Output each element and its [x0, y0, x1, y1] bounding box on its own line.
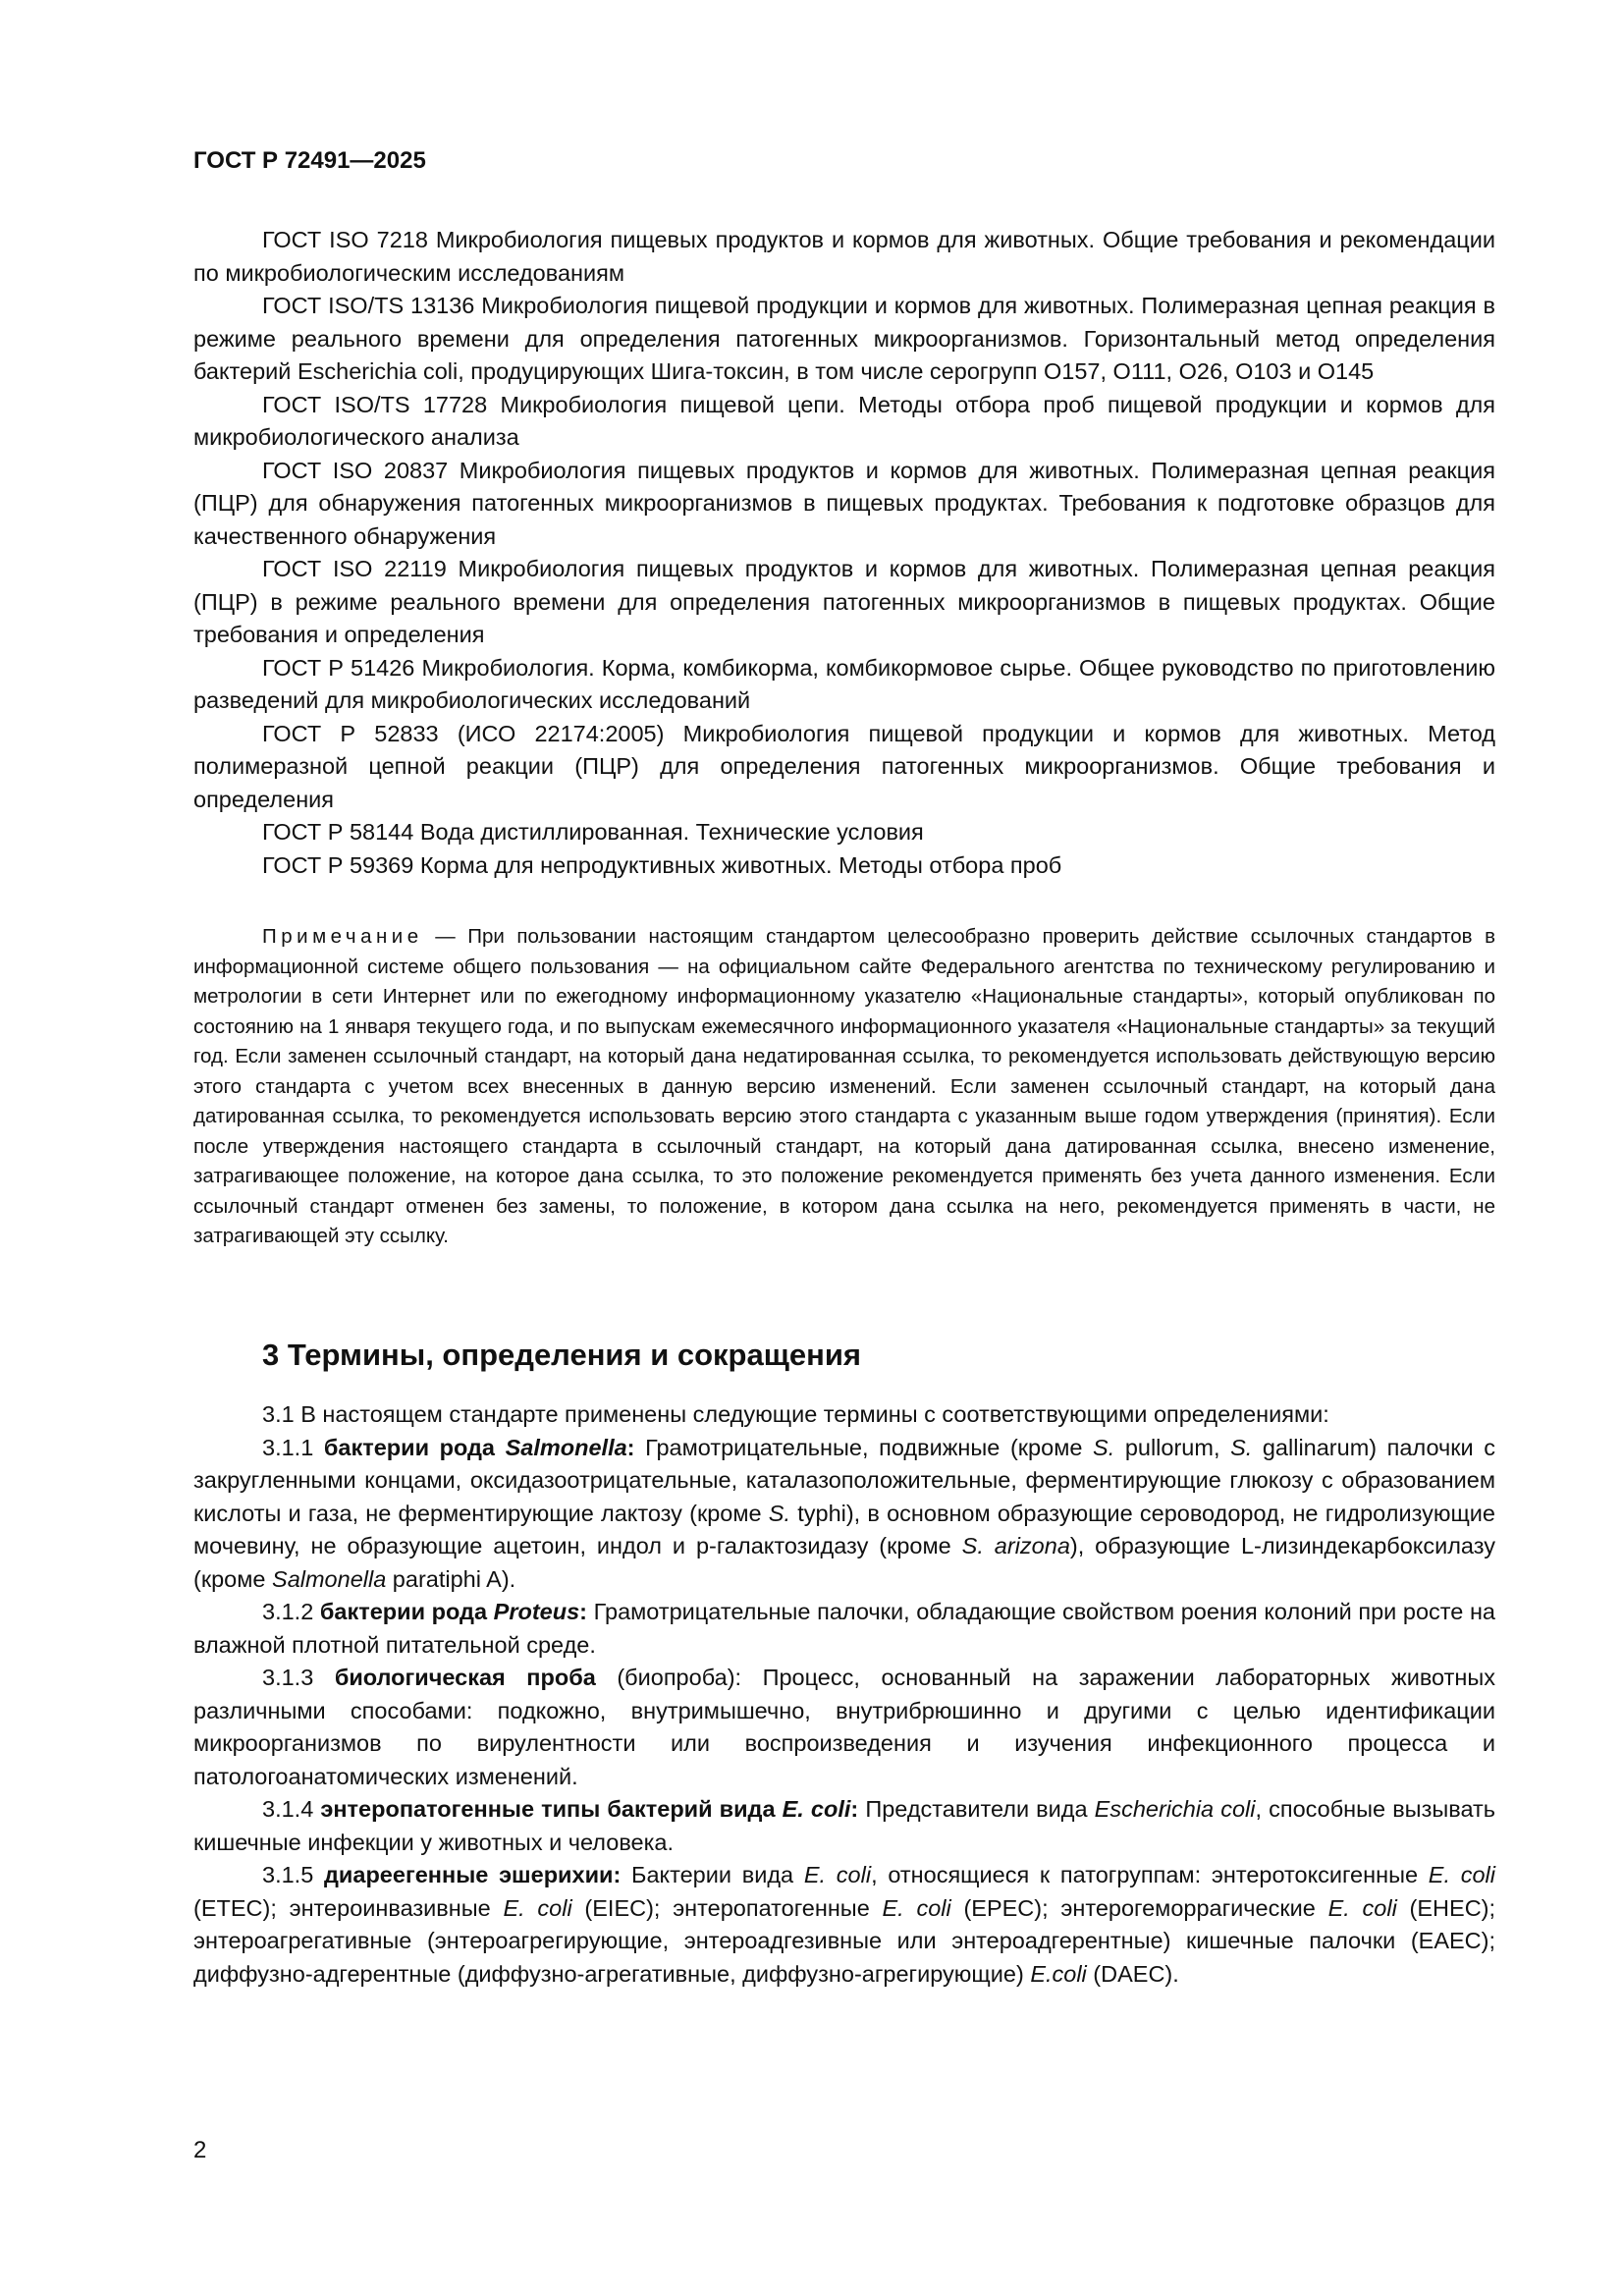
term-definition: (биопроба): Процесс, основанный на заражении лабораторных животных различными способами: подкожно, внутримышечно, внутрибрюшинно и другими с целью идентификации микроорганизмов по вирулентности или воспроизведения и изучения инфекционного процесса и патологоанатомических изменений.	[193, 1665, 1495, 1789]
note-block	[193, 922, 1495, 1252]
term-number: 3.1.2	[262, 1599, 320, 1624]
term-entry	[193, 1662, 1495, 1793]
note-paragraph	[193, 922, 1495, 1252]
term-name: бактерии рода Proteus:	[319, 1599, 587, 1624]
term-entry	[193, 1859, 1495, 1991]
reference-item: ГОСТ Р 58144 Вода дистиллированная. Технические условия	[262, 819, 924, 845]
document-header: ГОСТ Р 72491—2025	[193, 147, 426, 174]
term-entry	[193, 1432, 1495, 1597]
term-number: 3.1.3	[262, 1665, 335, 1690]
term-number: 3.1.4	[262, 1796, 321, 1822]
page-number: 2	[193, 2137, 207, 2163]
term-name: диареегенные эшерихии:	[324, 1862, 622, 1887]
reference-item: ГОСТ Р 59369 Корма для непродуктивных животных. Методы отбора проб	[262, 851, 1062, 878]
note-text: — При пользовании настоящим стандартом целесообразно проверить действие ссылочных стандартов в информационной системе общего пользования — на официальном сайте Федерального агентства по техническому регулированию и метрологии в сети Интернет или по ежегодному информационному указателю «Национальные стандарты», который опубликован по состоянию на 1 января текущего года, и по выпускам ежемесячного информационного указателя «Национальные стандарты» за текущий год. Если заменен ссылочный стандарт, на который дана недатированная ссылка, то рекомендуется использовать действующую версию этого стандарта с учетом всех внесенных в данную версию изменений. Если заменен ссылочный стандарт, на который дана датированная ссылка, то рекомендуется использовать версию этого стандарта с указанным выше годом утверждения (принятия). Если после утверждения настоящего стандарта в ссылочный стандарт, на который дана датированная ссылка, внесено изменение, затрагивающее положение, на которое дана ссылка, то это положение рекомендуется применять без учета данного изменения. Если ссылочный стандарт отменен без замены, то положение, в котором дана ссылка на него, рекомендуется применять в части, не затрагивающей эту ссылку.	[193, 925, 1495, 1247]
term-definition: Представители вида Escherichia coli, способные вызывать кишечные инфекции у животных и человека.	[193, 1796, 1496, 1855]
term-entry	[193, 1596, 1495, 1662]
reference-item: ГОСТ ISO 22119 Микробиология пищевых продуктов и кормов для животных. Полимеразная цепная реакция (ПЦР) в режиме реального времени для определения патогенных микроорганизмов в пищевых продуктах. Общие требования и определения	[193, 556, 1495, 647]
term-definition: Грамотрицательные, подвижные (кроме S. pullorum, S. gallinarum) палочки с закругленными концами, оксидазоотрицательные, каталазоположительные, ферментирующие глюкозу с образованием кислоты и газа, не ферментирующие лактозу (кроме S. typhi), в основном образующие сероводород, не гидролизующие мочевину, не образующие ацетоин, индол и р-галактозидазу (кроме S. arizona), образующие L-лизиндекарбоксилазу (кроме Salmonella paratiphi A).	[193, 1434, 1495, 1592]
reference-item: ГОСТ ISO/TS 17728 Микробиология пищевой цепи. Методы отбора проб пищевой продукции и кормов для микробиологического анализа	[193, 391, 1495, 450]
terms-list	[193, 1398, 1495, 1991]
term-name: биологическая проба	[334, 1665, 596, 1690]
reference-item: ГОСТ Р 51426 Микробиология. Корма, комбикорма, комбикормовое сырье. Общее руководство по приготовлению разведений для микробиологических исследований	[193, 654, 1495, 713]
terms-intro: 3.1 В настоящем стандарте применены следующие термины с соответствующими определениями:	[262, 1401, 1329, 1427]
term-name: энтеропатогенные типы бактерий вида E. coli:	[320, 1796, 859, 1822]
reference-item: ГОСТ Р 52833 (ИСО 22174:2005) Микробиология пищевой продукции и кормов для животных. Метод полимеразной цепной реакции (ПЦР) для определения патогенных микроорганизмов. Общие требования и определения	[193, 720, 1495, 812]
reference-item: ГОСТ ISO 20837 Микробиология пищевых продуктов и кормов для животных. Полимеразная цепная реакция (ПЦР) для обнаружения патогенных микроорганизмов в пищевых продуктах. Требования к подготовке образцов для качественного обнаружения	[193, 457, 1495, 549]
term-number: 3.1.5	[262, 1862, 325, 1887]
term-definition: Грамотрицательные палочки, обладающие свойством роения колоний при росте на влажной плотной питательной среде.	[193, 1599, 1496, 1658]
normative-references-list	[193, 224, 1495, 882]
term-entry	[193, 1793, 1495, 1859]
term-name: бактерии рода Salmonella:	[323, 1434, 635, 1460]
section-title: 3 Термины, определения и сокращения	[262, 1338, 861, 1372]
reference-item: ГОСТ ISO/TS 13136 Микробиология пищевой продукции и кормов для животных. Полимеразная цепная реакция в режиме реального времени для определения патогенных микроорганизмов. Горизонтальный метод определения бактерий Escherichia coli, продуцирующих Шига-токсин, в том числе серогрупп O157, O111, O26, O103 и O145	[193, 293, 1495, 384]
term-definition: Бактерии вида E. coli, относящиеся к патогруппам: энтеротоксигенные E. coli (ETEC); энтероинвазивные E. coli (EIEC); энтеропатогенные E. coli (EPEC); энтерогеморрагические E. coli (EHEC); энтероагрегативные (энтероагрегирующие, энтероадгезивные или энтероадгерентные) кишечные палочки (EAEC); диффузно-адгерентные (диффузно-агрегативные, диффузно-агрегирующие) E.coli (DAEC).	[193, 1862, 1496, 1987]
term-number: 3.1.1	[262, 1434, 324, 1460]
reference-item: ГОСТ ISO 7218 Микробиология пищевых продуктов и кормов для животных. Общие требования и рекомендации по микробиологическим исследованиям	[193, 227, 1495, 286]
note-label: Примечание	[262, 925, 423, 948]
